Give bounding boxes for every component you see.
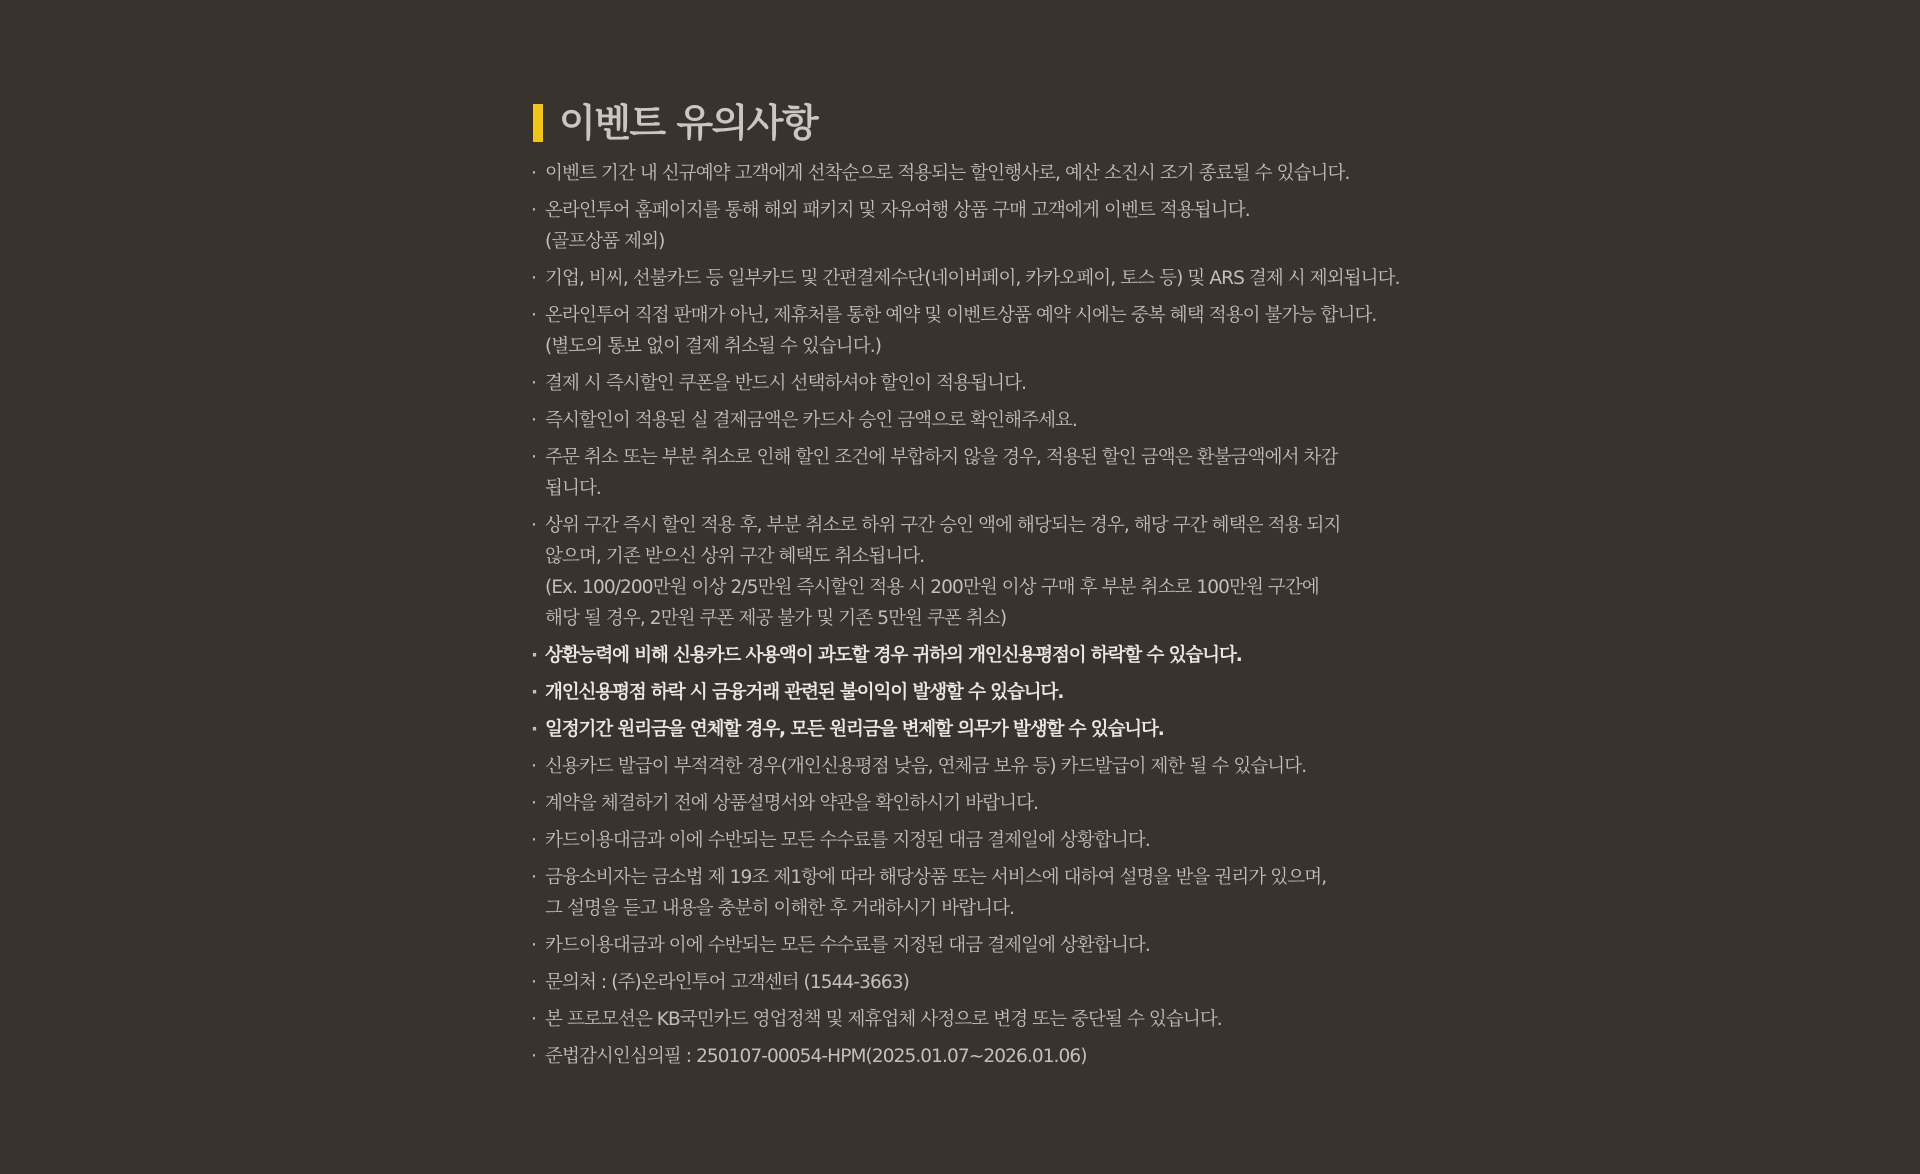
notice-item [533,677,1413,708]
notice-item-line: (골프상품 제외) [545,231,665,252]
notice-item-line: · 결제 시 즉시할인 쿠폰을 반드시 선택하셔야 할인이 적용됩니다. [545,373,1027,394]
notice-item-line: (별도의 통보 없이 결제 취소될 수 있습니다.) [545,336,882,357]
notice-list [533,158,1413,1072]
notice-item-line: · 문의처 : (주)온라인투어 고객센터 (1544-3663) [545,972,909,993]
notice-item [533,195,1413,257]
notice-item-line: 해당 될 경우, 2만원 쿠폰 제공 불가 및 기존 5만원 쿠폰 취소) [545,608,1007,629]
notice-item [533,263,1413,294]
notice-item [533,300,1413,362]
notice-item-line: · 주문 취소 또는 부분 취소로 인해 할인 조건에 부합하지 않을 경우, 적용된 할인 금액은 환불금액에서 차감 [545,447,1338,468]
notice-title: 이벤트 유의사항 [559,101,818,145]
notice-item-line: 됩니다. [545,478,601,499]
notice-item-line: · 카드이용대금과 이에 수반되는 모든 수수료를 지정된 대금 결제일에 상환합니다. [545,935,1150,956]
notice-item [533,930,1413,961]
notice-item-line: 않으며, 기존 받으신 상위 구간 혜택도 취소됩니다. [545,546,925,567]
notice-item-line: · 이벤트 기간 내 신규예약 고객에게 선착순으로 적용되는 할인행사로, 예산 소진시 조기 종료될 수 있습니다. [545,163,1350,184]
notice-item-line: · 계약을 체결하기 전에 상품설명서와 약관을 확인하시기 바랍니다. [545,793,1039,814]
notice-item-line: · 일정기간 원리금을 연체할 경우, 모든 원리금을 변제할 의무가 발생할 수 있습니다. [545,719,1164,740]
notice-item [533,751,1413,782]
notice-item-line: · 개인신용평점 하락 시 금융거래 관련된 불이익이 발생할 수 있습니다. [545,682,1064,703]
notice-item [533,1004,1413,1035]
notice-item [533,405,1413,436]
notice-item [533,640,1413,671]
notice-item [533,967,1413,998]
notice-item [533,862,1413,924]
notice-item-line: 그 설명을 듣고 내용을 충분히 이해한 후 거래하시기 바랍니다. [545,898,1015,919]
notice-item [533,714,1413,745]
notice-item-line: (Ex. 100/200만원 이상 2/5만원 즉시할인 적용 시 200만원 이상 구매 후 부분 취소로 100만원 구간에 [545,577,1319,598]
event-notice-section [533,98,1413,1078]
notice-item-line: · 온라인투어 직접 판매가 아닌, 제휴처를 통한 예약 및 이벤트상품 예약 시에는 중복 혜택 적용이 불가능 합니다. [545,305,1377,326]
notice-item [533,825,1413,856]
notice-item [533,1041,1413,1072]
notice-item [533,158,1413,189]
notice-item-line: · 본 프로모션은 KB국민카드 영업정책 및 제휴업체 사정으로 변경 또는 중단될 수 있습니다. [545,1009,1222,1030]
notice-item [533,788,1413,819]
notice-item-line: · 즉시할인이 적용된 실 결제금액은 카드사 승인 금액으로 확인해주세요. [545,410,1078,431]
notice-item-line: · 신용카드 발급이 부적격한 경우(개인신용평점 낮음, 연체금 보유 등) 카드발급이 제한 될 수 있습니다. [545,756,1307,777]
notice-item-line: · 준법감시인심의필 : 250107-00054-HPM(2025.01.07~2026.01.06) [545,1046,1087,1067]
notice-item-line: · 상환능력에 비해 신용카드 사용액이 과도할 경우 귀하의 개인신용평점이 하락할 수 있습니다. [545,645,1242,666]
notice-item-line: · 기업, 비씨, 선불카드 등 일부카드 및 간편결제수단(네이버페이, 카카오페이, 토스 등) 및 ARS 결제 시 제외됩니다. [545,268,1400,289]
notice-item [533,442,1413,504]
accent-bar [533,104,543,142]
notice-item [533,510,1413,634]
notice-item [533,368,1413,399]
notice-item-line: · 상위 구간 즉시 할인 적용 후, 부분 취소로 하위 구간 승인 액에 해당되는 경우, 해당 구간 혜택은 적용 되지 [545,515,1341,536]
notice-item-line: · 온라인투어 홈페이지를 통해 해외 패키지 및 자유여행 상품 구매 고객에게 이벤트 적용됩니다. [545,200,1250,221]
notice-item-line: · 금융소비자는 금소법 제 19조 제1항에 따라 해당상품 또는 서비스에 대하여 설명을 받을 권리가 있으며, [545,867,1327,888]
notice-header [533,98,1413,148]
notice-item-line: · 카드이용대금과 이에 수반되는 모든 수수료를 지정된 대금 결제일에 상황합니다. [545,830,1150,851]
